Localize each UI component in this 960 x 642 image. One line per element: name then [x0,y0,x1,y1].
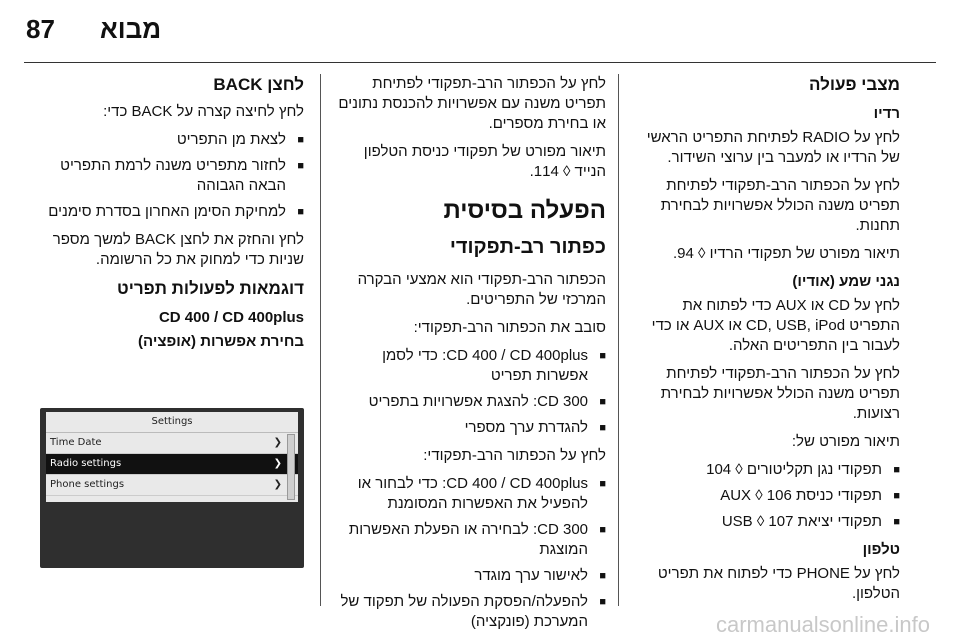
list-item: ■ לחזור מתפריט משנה לרמת התפריט הבאה הגבוהה [60,157,304,194]
header-divider [24,62,936,63]
column-middle [336,74,606,640]
list-item: ■ CD 400 / CD 400plus: כדי לבחור או להפעיל את האפשרות המסומנת [357,475,606,512]
paragraph: לחץ על הכפתור הרב-תפקודי: [423,447,606,464]
list-press [336,474,606,632]
list-item: ■ תפקודי כניסת AUX ◊ 106 [720,487,900,504]
menu-item-label: Radio settings [50,458,122,469]
column-divider [320,74,321,606]
bullet-icon: ■ [297,160,304,172]
paragraph: הכפתור הרב-תפקודי הוא אמצעי הבקרה המרכזי של התפריטים. [357,271,606,308]
list-item: ■ CD 300: להצגת אפשרויות בתפריט [368,393,606,410]
list-item: ■ תפקודי נגן תקליטורים ◊ 104 [706,461,900,478]
menu-item-time-date[interactable] [46,433,298,454]
subheading-menu-examples: דוגמאות לפעולות תפריט [117,279,304,298]
paragraph: תיאור מפורט של תפקודי הרדיו ◊ 94. [672,245,900,262]
list-item: ■ תפקודי יציאת USB ◊ 107 [721,513,900,530]
paragraph: תיאור מפורט של: [791,433,900,450]
page-number: 87 [26,14,55,44]
section-heading-operation-modes: מצבי פעולה [808,75,900,94]
bullet-icon: ■ [599,596,606,608]
bullet-icon: ■ [893,490,900,502]
list-back [40,130,304,222]
bullet-icon: ■ [599,396,606,408]
list-item: ■ לאישור ערך מוגדר [474,567,606,584]
subheading-multifunction-knob: כפתור רב-תפקודי [449,236,606,258]
bullet-icon: ■ [599,570,606,582]
bullet-icon: ■ [599,478,606,490]
menu-item-label: Time Date [50,437,102,448]
subheading-audio-players: נגני שמע (אודיו) [792,273,900,290]
list-turn [336,346,606,438]
chevron-right-icon: ❯ [273,479,282,490]
settings-menu-panel [46,412,298,502]
bullet-icon: ■ [297,134,304,146]
paragraph: לחץ על הכפתור הרב-תפקודי לפתיחת תפריט משנה הכולל אפשרויות לבחירת רצועות. [660,365,900,422]
subheading-cd-models: CD 400 / CD 400plus [158,309,304,326]
scrollbar[interactable] [287,434,295,500]
section-title-basic-operation: הפעלה בסיסית [443,197,606,224]
paragraph: לחץ על CD או AUX כדי לפתוח את התפריט CD, USB, iPod או AUX או כדי לעבור בין התפריטים האלה. [651,297,900,354]
chevron-right-icon: ❯ [273,437,282,448]
list-item: ■ למחיקת הסימן האחרון בסדרת סימנים [48,203,304,220]
bullet-icon: ■ [599,422,606,434]
list-item: ■ להפעלה/הפסקת הפעולה של תפקוד של המערכת (פונקציה) [340,593,606,630]
watermark: carmanualsonline.info [715,612,930,637]
bullet-icon: ■ [893,464,900,476]
paragraph: לחץ על הכפתור הרב-תפקודי לפתיחת תפריט משנה הכולל אפשרויות לבחירת תחנות. [660,177,900,234]
subheading-back-button: לחצן BACK [213,75,304,94]
list-item: ■ לצאת מן התפריט [176,131,304,148]
list-item: ■ CD 300: לבחירה או הפעלת האפשרות המוצגת [348,521,606,558]
column-right [634,74,900,612]
list-item: ■ CD 400 / CD 400plus: כדי לסמן אפשרות תפריט [382,347,606,384]
paragraph: לחץ על הכפתור הרב-תפקודי לפתיחת תפריט משנה עם אפשרויות להכנסת נתונים או בחירת מספרים. [338,75,606,132]
column-divider [618,74,619,606]
menu-item-radio-settings[interactable] [46,454,298,475]
subheading-option-selection: בחירת אפשרות (אופציה) [138,333,304,350]
subheading-phone: טלפון [862,541,900,558]
paragraph: תיאור מפורט של תפקודי כניסת הטלפון הנייד ◊ 114. [363,143,606,180]
bullet-icon: ■ [599,350,606,362]
bullet-icon: ■ [297,206,304,218]
bullet-icon: ■ [599,524,606,536]
paragraph: לחץ והחזק את לחצן BACK למשך מספר שניות כדי למחוק את כל הרשומה. [52,231,304,268]
paragraph: לחץ על RADIO לפתיחת התפריט הראשי של הרדיו או למעבר בין ערוצי השידור. [646,129,900,166]
column-left [40,74,304,356]
menu-title: Settings [46,412,298,433]
menu-item-phone-settings[interactable] [46,475,298,496]
display-illustration [40,408,304,568]
page-header-title: מבוא [100,14,162,44]
chevron-right-icon: ❯ [273,458,282,469]
paragraph: לחץ על PHONE כדי לפתוח את תפריט הטלפון. [657,565,900,602]
paragraph: לחץ לחיצה קצרה על BACK כדי: [103,103,304,120]
bullet-icon: ■ [893,516,900,528]
list-item: ■ להגדרת ערך מספרי [464,419,606,436]
paragraph: סובב את הכפתור הרב-תפקודי: [413,319,606,336]
menu-item-label: Phone settings [50,479,125,490]
subheading-radio: רדיו [873,105,900,122]
list-players [634,460,900,532]
